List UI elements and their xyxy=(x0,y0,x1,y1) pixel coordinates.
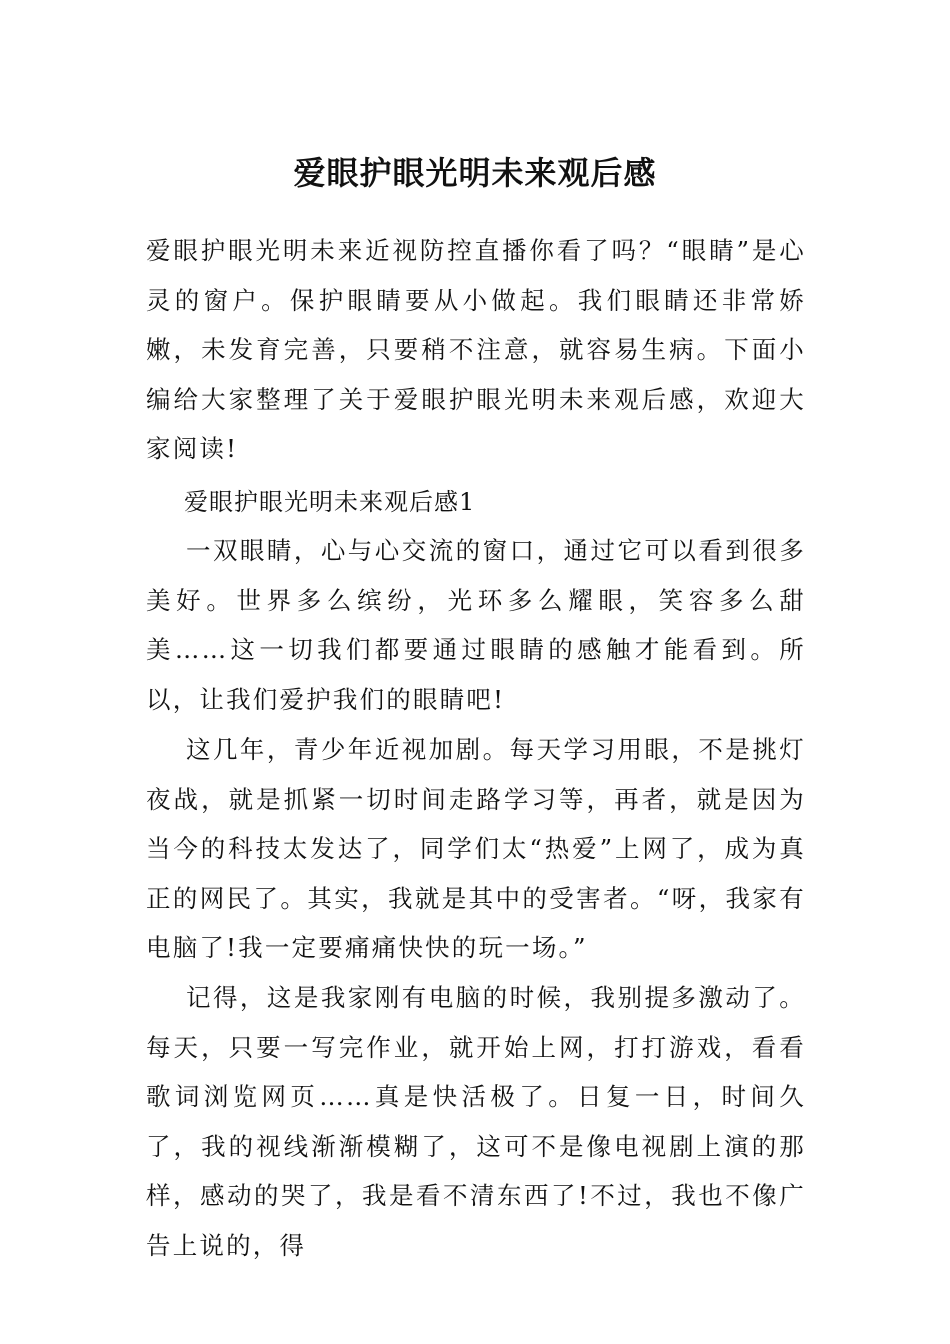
body-paragraph-2: 这几年，青少年近视加剧。每天学习用眼，不是挑灯夜战，就是抓紧一切时间走路学习等，再者，就是因为当今的科技太发达了，同学们太“热爱”上网了，成为真正的网民了。其实，我就是其中的受害者。“呀，我家有电脑了!我一定要痛痛快快的玩一场。” xyxy=(146,735,806,962)
document-title: 爱眼护眼光明未来观后感 xyxy=(293,154,657,193)
intro-paragraph: 爱眼护眼光明未来近视防控直播你看了吗？“眼睛”是心灵的窗户。保护眼睛要从小做起。我们眼睛还非常娇嫩，未发育完善，只要稍不注意，就容易生病。下面小编给大家整理了关于爱眼护眼光明未来观后感，欢迎大家阅读! xyxy=(146,236,806,463)
body-paragraph-3: 记得，这是我家刚有电脑的时候，我别提多激动了。每天，只要一写完作业，就开始上网，打打游戏，看看歌词浏览网页……真是快活极了。日复一日，时间久了，我的视线渐渐模糊了，这可不是像电视剧上演的那样，感动的哭了，我是看不清东西了!不过，我也不像广告上说的，得 xyxy=(146,983,806,1260)
body-paragraph-1: 一双眼睛，心与心交流的窗口，通过它可以看到很多美好。世界多么缤纷，光环多么耀眼，笑容多么甜美……这一切我们都要通过眼睛的感触才能看到。所以，让我们爱护我们的眼睛吧! xyxy=(146,536,806,714)
section-heading: 爱眼护眼光明未来观后感1 xyxy=(184,488,476,516)
